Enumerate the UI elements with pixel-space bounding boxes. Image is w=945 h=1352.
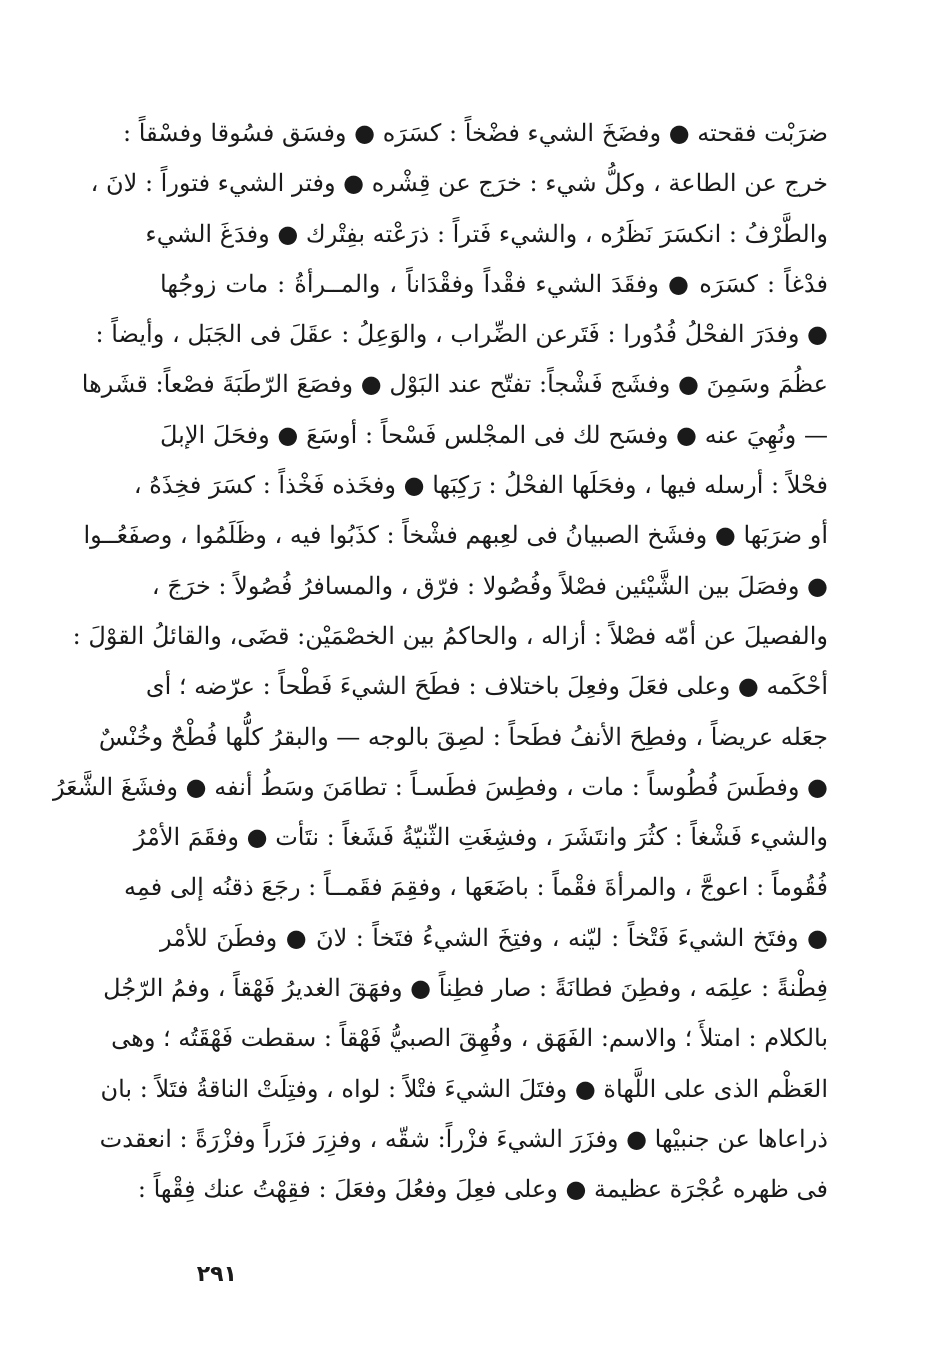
text-line: فُقُوماً : اعوجَّ ، والمرأةَ فقْماً : باضَعَها ، وفقِمَ فقَمــاً : رجَعَ ذقنُه إلى فمِه — [123, 873, 828, 902]
body-text — [52, 108, 828, 1215]
text-line: ● وفدَرَ الفحْلُ فُدُورا : فَتَرعن الضِّراب ، والوَعِلُ : عقَلَ فى الجَبَل ، وأيضاً : — [95, 320, 828, 349]
text-line: بالكلام : امتلأَ ؛ والاسم: الفَهَق ، وفُهِقَ الصبيُّ فَهْقاً : سقطت فَهْقَتُه ؛ وهى — [111, 1024, 828, 1053]
text-line: فى ظهره عُجْرَة عظيمة ● وعلى فعِلَ وفعُلَ وفعَلَ : فقِهْتُ عنك فِقْهاً : — [137, 1175, 828, 1204]
text-line: العَظْم الذى على اللَّهاة ● وفتَلَ الشيءَ فتْلاً : لواه ، وفتِلَتْ الناقةُ فتَلاً : بان — [100, 1074, 828, 1103]
text-line: عظُمَ وسَمِنَ ● وفشَج فَشْجاً: تفتّح عند البَوْل ● وفصَعَ الرّطَبَةَ فصْعاً: قشَرها — [81, 370, 828, 399]
text-line: والفصيلَ عن أمّه فصْلاً : أزاله ، والحاكمُ بين الخصْمَيْن: قضَى، والقائلُ القوْلَ : — [72, 621, 828, 650]
text-line: ذراعاها عن جنبيْها ● وفزَرَ الشيءَ فزْراً: شقّه ، وفزِرَ فزَراً وفزْرَةً : انعقدت — [99, 1124, 828, 1153]
text-line: ● وفصَلَ بين الشَّيْئين فصْلاً وفُصُولا : فرّق ، والمسافرُ فُصُولاً : خرَجَ ، — [151, 571, 828, 600]
text-line: فِطْنةً : علِمَه ، وفطِنَ فطانَةً : صار فطِناً ● وفهَقَ الغديرُ فَهْقاً ، وفمُ الرّجُل — [103, 974, 828, 1003]
text-line: والشيء فَشْغاً : كثُرَ وانتَشَرَ ، وفشِغَتِ الثّنيّةُ فَشَغاً : نتَأت ● وفقَمَ الأمْرُ — [133, 823, 828, 852]
text-line: أحْكَمه ● وعلى فعَلَ وفعِلَ باختلاف : فطَحَ الشيءَ فَطْحاً : عرّضه ؛ أى — [145, 672, 828, 701]
text-line: ● وفتَخ الشيءَ فَتْخاً : ليّنه ، وفتِخَ الشيءُ فتَخاً : لانَ ● وفطَنَ للأمْر — [160, 923, 828, 952]
text-line: أو ضرَبَها ● وفشَخ الصبيانُ فى لعِبهم فشْخاً : كذَبُوا فيه ، وظَلَمُوا ، وصفَعُــوا — [83, 521, 828, 550]
text-line: جعَله عريضاً ، وفطِحَ الأنفُ فطَحاً : لصِقَ بالوجه — والبقرُ كلُّها فُطْحٌ وخُنْسٌ — [98, 722, 828, 751]
text-line: خرج عن الطاعة ، وكلُّ شيء : خرَج عن قِشْره ● وفتر الشيء فتوراً : لانَ ، — [90, 169, 828, 198]
text-line: ● وفطَسَ فُطُوساً : مات ، وفطِسَ فطَسـاً : تطامَنَ وسَطُ أنفه ● وفشَغَ الشَّعَرُ — [52, 772, 828, 801]
text-line: فحْلاً : أرسله فيها ، وفحَلَها الفحْلُ : رَكِبَها ● وفخَذه فَخْذاً : كسَرَ فخِذَهُ ، — [133, 471, 828, 500]
text-line: — ونُهِيَ عنه ● وفسَح لك فى المجْلس فَسْحاً : أوسَعَ ● وفحَلَ الإبلَ — [160, 420, 828, 449]
text-line: ضرَبْت فقحته ● وفضَخَ الشيء فضْخاً : كسَرَه ● وفسَق فسُوقا وفسْقاً : — [123, 119, 828, 147]
page-number: ٢٩١ — [196, 1262, 237, 1287]
text-line: فدْغاً : كسَرَه ● وفقَدَ الشيء فقْداً وفقْدَاناً ، والمــرأةُ : مات زوجُها — [160, 269, 828, 298]
text-line: والطَّرْفُ : انكسَرَ نَظَرُه ، والشيء فَتراً : ذرَعْته بفِتْرك ● وفدَغَ الشيء — [145, 219, 828, 248]
